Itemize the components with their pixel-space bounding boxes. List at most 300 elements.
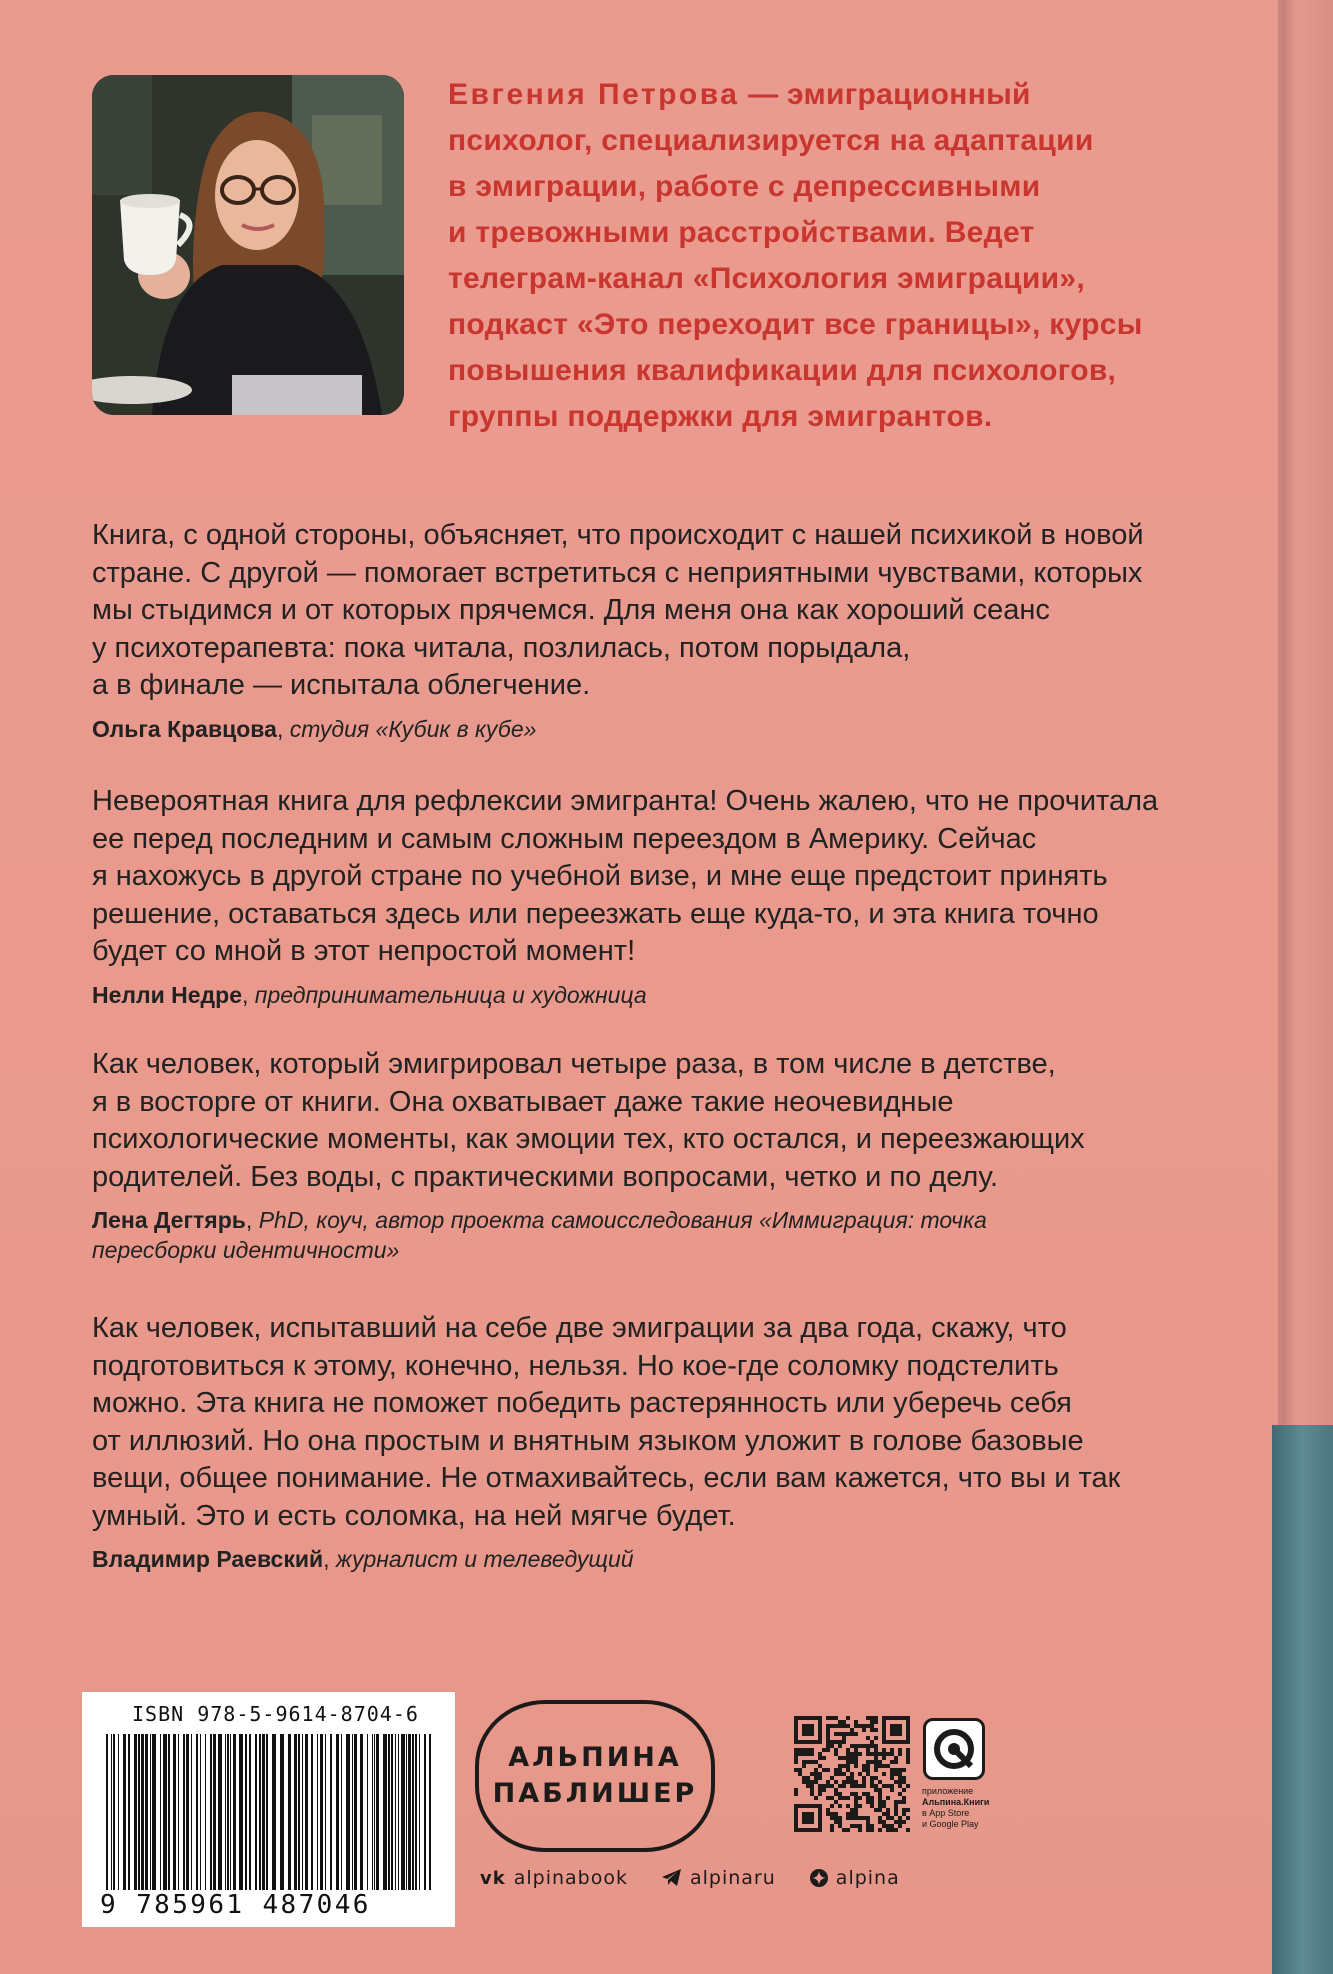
qr-module	[894, 1828, 898, 1832]
app-store-text	[922, 1786, 1022, 1830]
qr-module	[838, 1740, 842, 1744]
barcode-bar	[429, 1734, 431, 1890]
qr-module	[834, 1792, 838, 1796]
barcode-bar	[178, 1734, 179, 1890]
qr-module	[854, 1756, 858, 1760]
qr-module	[858, 1752, 862, 1756]
qr-module	[818, 1772, 822, 1776]
qr-module	[826, 1732, 830, 1736]
review-line: решение, оставаться здесь или переезжать еще куда-то, и эта книга точно	[92, 897, 1099, 930]
bio-line: эмиграционный	[787, 78, 1031, 111]
qr-module	[898, 1820, 902, 1824]
qr-module	[886, 1796, 890, 1800]
bio-line: телеграм-канал «Психология эмиграции»,	[448, 262, 1086, 295]
qr-module	[850, 1792, 854, 1796]
qr-module	[890, 1760, 894, 1764]
qr-module	[878, 1800, 882, 1804]
barcode-bar	[352, 1734, 353, 1890]
qr-module	[878, 1804, 882, 1808]
qr-module	[814, 1796, 818, 1800]
qr-module	[854, 1792, 858, 1796]
qr-module	[826, 1812, 830, 1816]
qr-module	[810, 1792, 814, 1796]
qr-module	[870, 1776, 874, 1780]
barcode-bar	[311, 1734, 313, 1890]
qr-module	[842, 1772, 846, 1776]
qr-module	[834, 1780, 838, 1784]
qr-module	[830, 1716, 834, 1720]
barcode-bar	[288, 1734, 291, 1890]
qr-module	[826, 1768, 830, 1772]
review-line: мы стыдимся и от которых прячемся. Для меня она как хороший сеанс	[92, 594, 1050, 626]
qr-module	[854, 1732, 858, 1736]
qr-module	[810, 1784, 814, 1788]
qr-module	[886, 1764, 890, 1768]
qr-module	[862, 1724, 866, 1728]
qr-module	[794, 1748, 798, 1752]
qr-module	[830, 1784, 834, 1788]
qr-module	[890, 1748, 894, 1752]
qr-module	[842, 1796, 846, 1800]
qr-module	[830, 1812, 834, 1816]
qr-module	[874, 1752, 878, 1756]
qr-module	[854, 1764, 858, 1768]
review-line: психологические моменты, как эмоции тех, кто остался, и переезжающих	[92, 1123, 1085, 1155]
qr-module	[822, 1788, 826, 1792]
barcode-bar	[336, 1734, 339, 1890]
qr-module	[826, 1740, 830, 1744]
qr-module	[830, 1744, 834, 1748]
qr-finder-center	[802, 1724, 814, 1736]
qr-module	[838, 1720, 842, 1724]
qr-module	[814, 1768, 818, 1772]
barcode-bar	[383, 1734, 387, 1890]
qr-module	[874, 1728, 878, 1732]
review-line: от иллюзий. Но она простым и внятным языком уложит в голове базовые	[92, 1424, 1084, 1457]
qr-module	[834, 1748, 838, 1752]
barcode-bar	[401, 1734, 405, 1890]
qr-module	[902, 1768, 906, 1772]
qr-module	[898, 1800, 902, 1804]
qr-module	[886, 1784, 890, 1788]
qr-module	[890, 1784, 894, 1788]
barcode-bar	[160, 1734, 161, 1890]
qr-module	[818, 1776, 822, 1780]
qr-module	[894, 1820, 898, 1824]
qr-module	[874, 1788, 878, 1792]
barcode-bar	[233, 1734, 236, 1890]
barcode-bar	[408, 1734, 411, 1890]
qr-module	[826, 1784, 830, 1788]
qr-module	[850, 1752, 854, 1756]
barcode-bar	[360, 1734, 363, 1890]
qr-module	[834, 1788, 838, 1792]
qr-module	[902, 1800, 906, 1804]
qr-module	[822, 1784, 826, 1788]
qr-module	[870, 1796, 874, 1800]
qr-module	[890, 1772, 894, 1776]
qr-module	[902, 1820, 906, 1824]
qr-module	[806, 1748, 810, 1752]
review-line: родителей. Без воды, с практическими вопросами, четко и по делу.	[92, 1160, 998, 1193]
bio-dash: —	[739, 78, 788, 111]
qr-module	[818, 1792, 822, 1796]
qr-module	[858, 1772, 862, 1776]
qr-module	[810, 1780, 814, 1784]
qr-module	[818, 1788, 822, 1792]
qr-module	[882, 1824, 886, 1828]
qr-module	[906, 1748, 910, 1752]
qr-module	[846, 1828, 850, 1832]
barcode-bar	[173, 1734, 176, 1890]
qr-module	[802, 1764, 806, 1768]
qr-module	[846, 1724, 850, 1728]
qr-module	[814, 1772, 818, 1776]
qr-module	[846, 1816, 850, 1820]
qr-module	[902, 1808, 906, 1812]
social-telegram-label: alpinaru	[689, 1867, 776, 1889]
review-attribution: Владимир Раевский, журналист и телеведущий	[92, 1546, 634, 1572]
qr-module	[822, 1768, 826, 1772]
qr-module	[846, 1804, 850, 1808]
qr-module	[846, 1768, 850, 1772]
barcode-bar	[168, 1734, 170, 1890]
qr-module	[838, 1820, 842, 1824]
barcode-bar	[249, 1734, 251, 1890]
qr-module	[882, 1812, 886, 1816]
qr-module	[826, 1808, 830, 1812]
qr-module	[886, 1808, 890, 1812]
qr-module	[870, 1784, 874, 1788]
qr-module	[830, 1796, 834, 1800]
qr-module	[906, 1784, 910, 1788]
qr-module	[870, 1740, 874, 1744]
barcode-bar	[317, 1734, 318, 1890]
social-vk[interactable]	[480, 1867, 628, 1889]
qr-module	[802, 1760, 806, 1764]
qr-finder-center	[890, 1724, 902, 1736]
barcode-bar	[406, 1734, 407, 1890]
qr-module	[862, 1816, 866, 1820]
review-line: подготовиться к этому, конечно, нельзя. Но кое-где соломку подстелить	[92, 1349, 1059, 1382]
qr-module	[902, 1788, 906, 1792]
qr-module	[834, 1772, 838, 1776]
review-line: я нахожусь в другой стране по учебной визе, и мне еще предстоит принять	[92, 860, 1108, 892]
barcode-bar	[280, 1734, 284, 1890]
barcode-bar	[330, 1734, 332, 1890]
qr-module	[906, 1808, 910, 1812]
qr-module	[862, 1764, 866, 1768]
qr-module	[878, 1820, 882, 1824]
barcode-bar	[424, 1734, 426, 1890]
qr-module	[846, 1776, 850, 1780]
qr-module	[802, 1776, 806, 1780]
review-role: коуч, автор проекта самоисследования «Иммиграция: точка	[316, 1207, 987, 1233]
qr-module	[866, 1744, 870, 1748]
qr-module	[866, 1800, 870, 1804]
review-line: ее перед последним и самым сложным переездом в Америку. Сейчас	[92, 822, 1037, 855]
qr-code	[794, 1716, 910, 1832]
qr-module	[850, 1780, 854, 1784]
qr-module	[866, 1752, 870, 1756]
qr-module	[822, 1756, 826, 1760]
qr-module	[874, 1764, 878, 1768]
vk-icon: vk	[480, 1867, 506, 1889]
barcode-bar	[230, 1734, 231, 1890]
qr-module	[798, 1768, 802, 1772]
qr-module	[830, 1824, 834, 1828]
review-attribution: Ольга Кравцова, студия «Кубик в кубе»	[92, 715, 537, 742]
qr-module	[794, 1768, 798, 1772]
qr-module	[850, 1812, 854, 1816]
review-role: предпринимательница и художница	[254, 981, 647, 1008]
review-attribution: Лена Дегтярь, PhD, коуч, автор проекта самоисследования «Иммиграция: точка пересборки идентичности»	[92, 1207, 987, 1263]
barcode-bar	[111, 1734, 112, 1890]
qr-module	[850, 1776, 854, 1780]
qr-module	[814, 1776, 818, 1780]
review-line: я в восторге от книги. Она охватывает даже такие неочевидные	[92, 1085, 954, 1118]
barcode-bar	[123, 1734, 126, 1890]
qr-module	[894, 1772, 898, 1776]
qr-module	[794, 1792, 798, 1796]
qr-module	[874, 1736, 878, 1740]
barcode-bar	[255, 1734, 257, 1890]
review-line: Как человек, испытавший на себе две эмиграции за два года, скажу, что	[92, 1312, 1067, 1344]
barcode-bar	[196, 1734, 198, 1890]
qr-module	[826, 1748, 830, 1752]
qr-module	[874, 1748, 878, 1752]
qr-module	[894, 1760, 898, 1764]
telegram-icon	[662, 1869, 682, 1887]
qr-module	[858, 1804, 862, 1808]
barcode-bar	[152, 1734, 156, 1890]
qr-module	[838, 1792, 842, 1796]
qr-module	[806, 1760, 810, 1764]
qr-module	[842, 1764, 846, 1768]
qr-module	[906, 1756, 910, 1760]
qr-module	[870, 1724, 874, 1728]
qr-module	[830, 1724, 834, 1728]
review-line: вещи, общее понимание. Не отмахивайтесь, если вам кажется, что вы и так	[92, 1462, 1121, 1494]
qr-module	[858, 1816, 862, 1820]
qr-module	[862, 1728, 866, 1732]
qr-module	[854, 1784, 858, 1788]
qr-module	[898, 1776, 902, 1780]
review-line: Как человек, который эмигрировал четыре раза, в том числе в детстве,	[92, 1048, 1056, 1080]
barcode-bar	[415, 1734, 417, 1890]
review-line: стране. С другой — помогает встретиться с неприятными чувствами, которых	[92, 556, 1143, 589]
qr-module	[866, 1772, 870, 1776]
qr-module	[806, 1776, 810, 1780]
qr-module	[894, 1768, 898, 1772]
qr-module	[810, 1752, 814, 1756]
qr-module	[826, 1796, 830, 1800]
qr-module	[838, 1804, 842, 1808]
qr-module	[894, 1800, 898, 1804]
qr-module	[838, 1796, 842, 1800]
app-text-line: в App Store	[922, 1808, 970, 1818]
social-vk-label: alpinabook	[513, 1867, 628, 1889]
social-other-label: alpina	[835, 1867, 900, 1889]
qr-module	[834, 1732, 838, 1736]
qr-module	[894, 1780, 898, 1784]
qr-module	[870, 1744, 874, 1748]
qr-module	[882, 1764, 886, 1768]
qr-module	[834, 1716, 838, 1720]
qr-module	[854, 1780, 858, 1784]
qr-module	[870, 1728, 874, 1732]
qr-module	[874, 1744, 878, 1748]
qr-module	[818, 1764, 822, 1768]
qr-module	[834, 1768, 838, 1772]
qr-module	[858, 1724, 862, 1728]
barcode-bar	[213, 1734, 216, 1890]
qr-finder-center	[802, 1812, 814, 1824]
qr-module	[858, 1824, 862, 1828]
qr-module	[850, 1756, 854, 1760]
qr-module	[870, 1804, 874, 1808]
social-other[interactable]	[810, 1867, 900, 1889]
qr-module	[834, 1724, 838, 1728]
social-links	[480, 1867, 900, 1889]
qr-module	[842, 1756, 846, 1760]
qr-module	[878, 1788, 882, 1792]
qr-module	[794, 1760, 798, 1764]
barcode-bar	[245, 1734, 247, 1890]
qr-module	[890, 1768, 894, 1772]
review-line: можно. Эта книга не поможет победить растерянность или уберечь себя	[92, 1387, 1072, 1419]
review-3	[92, 1046, 1262, 1265]
qr-module	[838, 1756, 842, 1760]
qr-module	[806, 1752, 810, 1756]
qr-module	[854, 1796, 858, 1800]
barcode-bars	[100, 1734, 440, 1890]
qr-module	[886, 1812, 890, 1816]
barcode-bar	[320, 1734, 323, 1890]
barcode-bar	[294, 1734, 297, 1890]
qr-module	[866, 1816, 870, 1820]
barcode-bar	[419, 1734, 420, 1890]
qr-module	[830, 1828, 834, 1832]
qr-module	[854, 1800, 858, 1804]
barcode-bar	[325, 1734, 326, 1890]
qr-module	[886, 1816, 890, 1820]
qr-module	[898, 1780, 902, 1784]
qr-module	[882, 1804, 886, 1808]
barcode-bar	[138, 1734, 140, 1890]
qr-module	[826, 1724, 830, 1728]
barcode-bar	[150, 1734, 151, 1890]
review-line: у психотерапевта: пока читала, позлилась, потом порыдала,	[92, 631, 911, 664]
qr-module	[866, 1824, 870, 1828]
qr-module	[798, 1752, 802, 1756]
barcode-bar	[183, 1734, 185, 1890]
qr-module	[902, 1780, 906, 1784]
barcode-bar	[210, 1734, 212, 1890]
qr-module	[798, 1772, 802, 1776]
qr-module	[870, 1800, 874, 1804]
barcode-bar	[388, 1734, 390, 1890]
qr-module	[874, 1756, 878, 1760]
qr-module	[854, 1724, 858, 1728]
qr-module	[842, 1732, 846, 1736]
qr-module	[846, 1732, 850, 1736]
qr-module	[858, 1784, 862, 1788]
barcode-bar	[374, 1734, 375, 1890]
qr-module	[834, 1740, 838, 1744]
social-telegram[interactable]	[662, 1867, 776, 1889]
qr-module	[870, 1828, 874, 1832]
qr-module	[850, 1772, 854, 1776]
qr-module	[882, 1748, 886, 1752]
barcode-bar	[141, 1734, 144, 1890]
qr-module	[838, 1784, 842, 1788]
qr-module	[826, 1780, 830, 1784]
qr-module	[850, 1744, 854, 1748]
barcode-bar	[259, 1734, 261, 1890]
qr-module	[794, 1788, 798, 1792]
qr-module	[870, 1720, 874, 1724]
barcode-bar	[302, 1734, 303, 1890]
qr-module	[818, 1756, 822, 1760]
qr-module	[870, 1760, 874, 1764]
qr-module	[886, 1752, 890, 1756]
qr-module	[902, 1776, 906, 1780]
qr-module	[842, 1828, 846, 1832]
qr-module	[838, 1744, 842, 1748]
bio-line: подкаст «Это переходит все границы», курсы	[448, 308, 1143, 341]
review-role-cont: пересборки идентичности»	[92, 1237, 400, 1263]
qr-module	[898, 1752, 902, 1756]
barcode-bar	[239, 1734, 243, 1890]
barcode-bar	[227, 1734, 229, 1890]
qr-module	[890, 1828, 894, 1832]
review-1	[92, 517, 1262, 744]
qr-module	[854, 1804, 858, 1808]
qr-module	[866, 1764, 870, 1768]
bio-line: психолог, специализируется на адаптации	[448, 124, 1094, 157]
qr-module	[902, 1796, 906, 1800]
publisher-line-1: АЛЬПИНА	[508, 1742, 682, 1773]
qr-module	[854, 1752, 858, 1756]
qr-module	[886, 1828, 890, 1832]
barcode-bar	[412, 1734, 414, 1890]
review-author: Ольга Кравцова	[92, 715, 277, 742]
qr-module	[846, 1756, 850, 1760]
qr-module	[838, 1816, 842, 1820]
qr-module	[842, 1784, 846, 1788]
qr-module	[842, 1724, 846, 1728]
qr-module	[854, 1748, 858, 1752]
isbn-barcode	[82, 1692, 455, 1927]
qr-module	[862, 1784, 866, 1788]
review-line: Невероятная книга для рефлексии эмигранта! Очень жалею, что не прочитала	[92, 785, 1159, 817]
qr-module	[838, 1764, 842, 1768]
barcode-bar	[367, 1734, 368, 1890]
qr-module	[842, 1720, 846, 1724]
qr-module	[866, 1792, 870, 1796]
barcode-bar	[266, 1734, 268, 1890]
review-author: Лена Дегтярь	[92, 1207, 246, 1233]
review-author: Нелли Недре	[92, 981, 242, 1008]
review-role: студия «Кубик в кубе»	[289, 715, 537, 742]
qr-module	[858, 1828, 862, 1832]
qr-module	[882, 1772, 886, 1776]
qr-module	[850, 1732, 854, 1736]
publisher-logo	[475, 1700, 715, 1852]
qr-module	[826, 1744, 830, 1748]
qr-module	[882, 1800, 886, 1804]
